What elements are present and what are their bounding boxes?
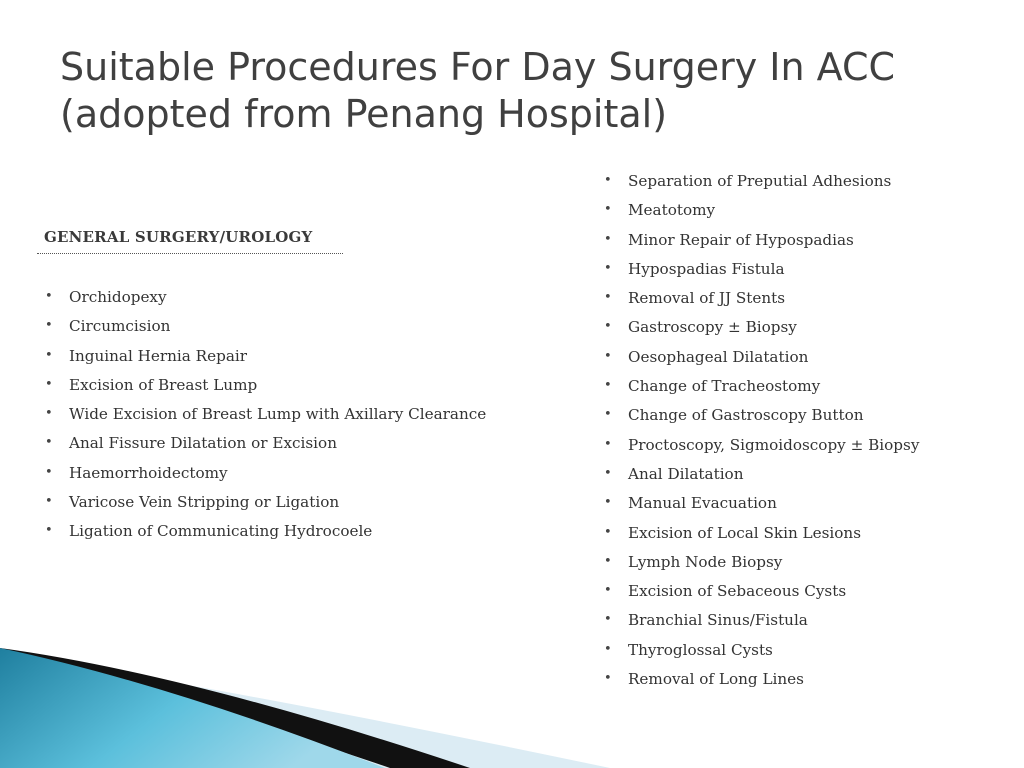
procedure-item: • Minor Repair of Hypospadias xyxy=(604,229,919,258)
procedure-item: • Proctoscopy, Sigmoidoscopy ± Biopsy xyxy=(604,434,919,463)
procedure-item: • Orchidopexy xyxy=(45,286,486,315)
procedure-item: • Change of Tracheostomy xyxy=(604,375,919,404)
procedure-item: • Ligation of Communicating Hydrocoele xyxy=(45,520,486,549)
general-surgery-procedure-list xyxy=(45,286,486,550)
other-procedure-list xyxy=(604,170,919,697)
procedure-item: • Branchial Sinus/Fistula xyxy=(604,609,919,638)
procedure-item: • Change of Gastroscopy Button xyxy=(604,404,919,433)
procedure-item: • Anal Fissure Dilatation or Excision xyxy=(45,432,486,461)
procedure-item: • Manual Evacuation xyxy=(604,492,919,521)
procedure-item: • Hypospadias Fistula xyxy=(604,258,919,287)
procedure-item: • Gastroscopy ± Biopsy xyxy=(604,316,919,345)
slide-title xyxy=(60,44,980,138)
procedure-item: • Excision of Local Skin Lesions xyxy=(604,522,919,551)
procedure-item: • Inguinal Hernia Repair xyxy=(45,345,486,374)
slide-title-line-2: (adopted from Penang Hospital) xyxy=(60,92,668,136)
procedure-item: • Separation of Preputial Adhesions xyxy=(604,170,919,199)
corner-wave-decoration xyxy=(0,600,620,768)
procedure-item: • Oesophageal Dilatation xyxy=(604,346,919,375)
slide-title-line-1: Suitable Procedures For Day Surgery In ACC xyxy=(60,45,896,89)
procedure-item: • Excision of Breast Lump xyxy=(45,374,486,403)
procedure-item: • Lymph Node Biopsy xyxy=(604,551,919,580)
procedure-item: • Thyroglossal Cysts xyxy=(604,639,919,668)
procedure-item: • Removal of JJ Stents xyxy=(604,287,919,316)
procedure-item: • Circumcision xyxy=(45,315,486,344)
procedure-item: • Anal Dilatation xyxy=(604,463,919,492)
wave-blue-band xyxy=(0,648,385,768)
section-heading-dotted-rule xyxy=(37,253,343,254)
procedure-item: • Wide Excision of Breast Lump with Axillary Clearance xyxy=(45,403,486,432)
procedure-item: • Haemorrhoidectomy xyxy=(45,462,486,491)
section-heading-general-surgery: GENERAL SURGERY/UROLOGY xyxy=(44,228,313,246)
procedure-item: • Varicose Vein Stripping or Ligation xyxy=(45,491,486,520)
procedure-item: • Meatotomy xyxy=(604,199,919,228)
procedure-item: • Removal of Long Lines xyxy=(604,668,919,697)
procedure-item: • Excision of Sebaceous Cysts xyxy=(604,580,919,609)
